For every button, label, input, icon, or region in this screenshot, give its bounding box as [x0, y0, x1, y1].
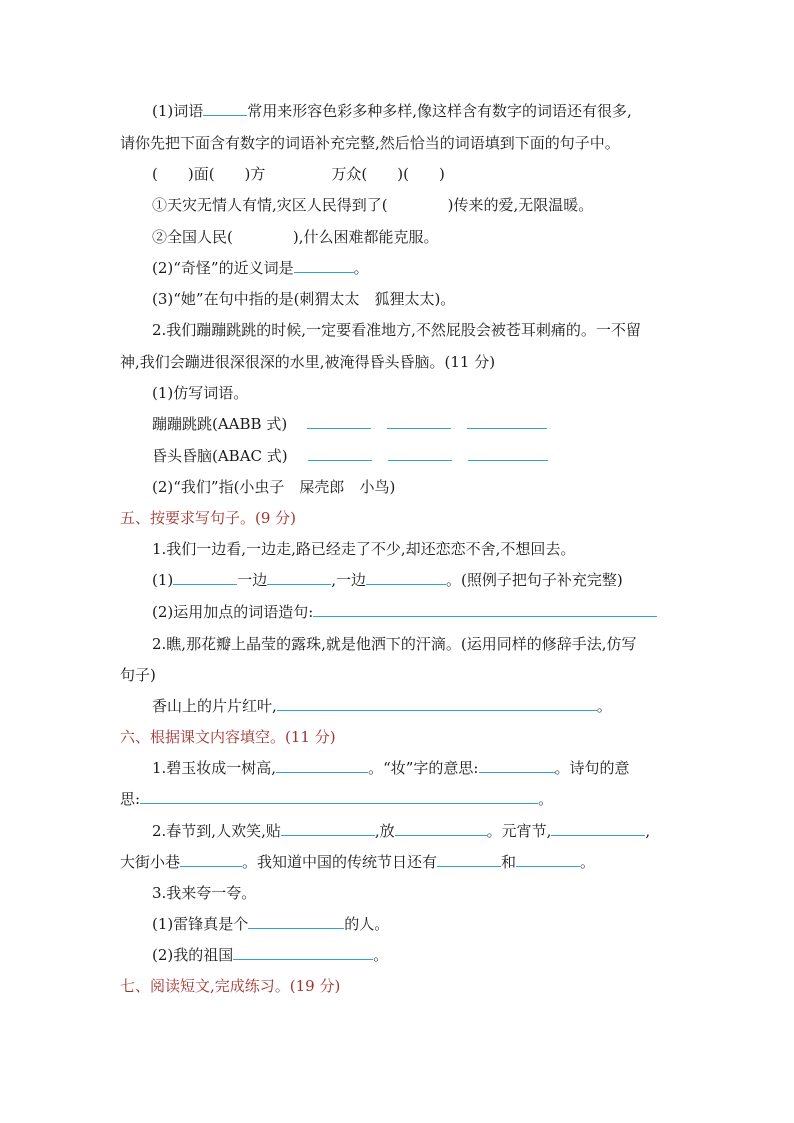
text: (1)词语 — [152, 102, 204, 120]
text: (2)我的祖国 — [152, 946, 234, 964]
section-6-q1 — [152, 758, 630, 778]
question-2-passage: 2.我们蹦蹦跳跳的时候,一定要看准地方,不然屁股会被苍耳刺痛的。一不留 — [152, 321, 641, 339]
section-5-q1: 1.我们一边看,一边走,路已经走了不少,却还恋恋不舍,不想回去。 — [152, 540, 576, 558]
answer-blank[interactable] — [203, 101, 247, 116]
section-5-q1-2 — [152, 602, 657, 622]
answer-blank[interactable] — [313, 602, 657, 617]
text: 。 — [580, 853, 596, 871]
text: (1) — [152, 571, 174, 589]
answer-blank[interactable] — [479, 758, 555, 773]
word-blank-1[interactable]: ( )面( )方 — [152, 165, 266, 183]
answer-blank[interactable] — [366, 570, 446, 585]
section-6-q3-2 — [152, 945, 388, 965]
answer-blank[interactable] — [551, 821, 645, 836]
section-6-q2 — [152, 821, 650, 841]
text: 。 — [353, 259, 369, 277]
text: 的人。 — [344, 915, 390, 933]
question-1-1-cont: 请你先把下面含有数字的词语补充完整,然后恰当的词语填到下面的句子中。 — [120, 134, 620, 152]
fill-words-row — [152, 164, 445, 184]
text: 1.碧玉妆成一树高, — [152, 759, 277, 777]
text: 。我知道中国的传统节日还有 — [242, 853, 438, 871]
section-7-heading: 七、阅读短文,完成练习。(19 分) — [120, 977, 341, 995]
question-1-2 — [152, 258, 369, 278]
answer-blank[interactable] — [468, 446, 548, 461]
text: 常用来形容色彩多种多样,像这样含有数字的词语还有很多, — [247, 102, 632, 120]
answer-blank[interactable] — [308, 446, 372, 461]
answer-blank[interactable] — [233, 945, 373, 960]
section-6-q3-1 — [152, 914, 389, 934]
question-2-passage-cont: 神,我们会蹦进很深很深的水里,被淹得昏头昏脑。(11 分) — [120, 353, 496, 371]
text: ,放 — [374, 822, 395, 840]
answer-blank[interactable] — [294, 258, 354, 273]
text: , — [645, 822, 651, 840]
answer-blank[interactable] — [395, 821, 487, 836]
question-2-2: (2)“我们”指(小虫子 屎壳郎 小鸟) — [152, 478, 396, 496]
question-2-1: (1)仿写词语。 — [152, 384, 249, 402]
text: 昏头昏脑(ABAC 式) — [152, 447, 288, 465]
text: 和 — [501, 853, 517, 871]
text: 。“妆”字的意思: — [368, 759, 479, 777]
text: 香山上的片片红叶, — [152, 697, 277, 715]
text: (2)“奇怪”的近义词是 — [152, 259, 294, 277]
answer-blank[interactable] — [267, 570, 331, 585]
answer-blank[interactable] — [276, 758, 368, 773]
word-blank-2[interactable]: 万众( )( ) — [331, 165, 445, 183]
answer-blank[interactable] — [140, 789, 538, 804]
text: 一边 — [237, 571, 268, 589]
sentence-2: ②全国人民( ),什么困难都能克服。 — [152, 228, 439, 246]
text: (2)运用加点的词语造句: — [152, 603, 314, 621]
answer-blank[interactable] — [281, 821, 375, 836]
section-6-q2-cont — [120, 852, 595, 872]
answer-blank[interactable] — [437, 852, 501, 867]
text: 。 — [373, 946, 389, 964]
answer-blank[interactable] — [248, 914, 344, 929]
answer-blank[interactable] — [387, 414, 451, 429]
text: 。 — [596, 697, 612, 715]
section-5-q1-1 — [152, 570, 623, 590]
text: 思: — [120, 790, 141, 808]
abac-row — [152, 446, 548, 466]
answer-blank[interactable] — [516, 852, 580, 867]
text: ,一边 — [331, 571, 367, 589]
section-5-q2-cont: 句子) — [120, 666, 156, 684]
text: 蹦蹦跳跳(AABB 式) — [152, 415, 288, 433]
text: 大街小巷 — [120, 853, 181, 871]
text: 。诗句的意 — [554, 759, 630, 777]
answer-blank[interactable] — [388, 446, 452, 461]
text: 。 — [538, 790, 554, 808]
aabb-row — [152, 414, 547, 434]
section-5-q2: 2.瞧,那花瓣上晶莹的露珠,就是他洒下的汗滴。(运用同样的修辞手法,仿写 — [152, 635, 637, 653]
answer-blank[interactable] — [307, 414, 371, 429]
answer-blank[interactable] — [180, 852, 242, 867]
section-5-q2-answer — [152, 696, 612, 716]
question-1-1 — [152, 101, 632, 121]
text: 。元宵节, — [486, 822, 552, 840]
section-6-q1-cont — [120, 789, 553, 809]
section-6-q3: 3.我来夸一夸。 — [152, 884, 257, 902]
answer-blank[interactable] — [277, 696, 597, 711]
section-6-heading: 六、根据课文内容填空。(11 分) — [120, 728, 336, 746]
sentence-1: ①天灾无情人有情,灾区人民得到了( )传来的爱,无限温暖。 — [152, 196, 594, 214]
text: 。(照例子把句子补充完整) — [446, 571, 623, 589]
question-1-3: (3)“她”在句中指的是(刺猬太太 狐狸太太)。 — [152, 290, 456, 308]
answer-blank[interactable] — [467, 414, 547, 429]
answer-blank[interactable] — [173, 570, 237, 585]
section-5-heading: 五、按要求写句子。(9 分) — [120, 509, 297, 527]
text: (1)雷锋真是个 — [152, 915, 249, 933]
text: 2.春节到,人欢笑,贴 — [152, 822, 281, 840]
